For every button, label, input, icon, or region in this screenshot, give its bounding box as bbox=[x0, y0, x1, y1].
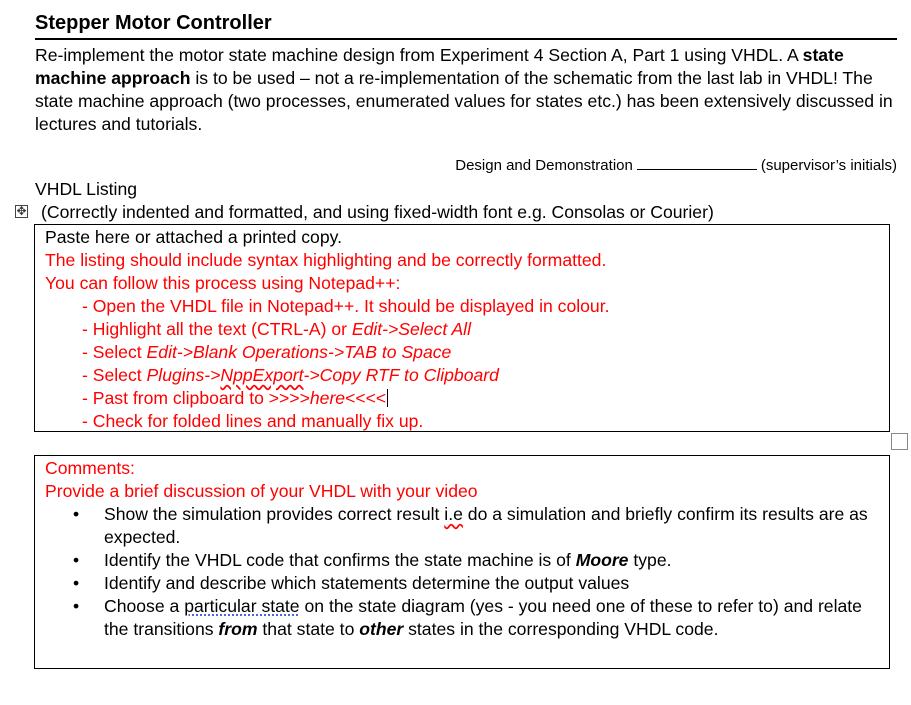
signoff-suffix: (supervisor’s initials) bbox=[760, 157, 897, 174]
comments-subheading: Provide a brief discussion of your VHDL with your video bbox=[45, 481, 478, 501]
signoff-blank bbox=[637, 157, 757, 170]
bullet-icon: • bbox=[73, 504, 80, 524]
title-underline bbox=[35, 38, 897, 40]
comments-box[interactable] bbox=[34, 455, 890, 669]
signoff-label: Design and Demonstration bbox=[455, 157, 633, 174]
intro-paragraph bbox=[35, 44, 897, 136]
b3-text: Identify and describe which statements determine the output values bbox=[104, 573, 630, 593]
listing-line-1: Paste here or attached a printed copy. bbox=[45, 227, 342, 247]
listing-step-4 bbox=[45, 364, 879, 387]
b1-spelling-flag: i.e bbox=[444, 504, 463, 524]
signoff-line bbox=[455, 157, 897, 174]
step3-text: - Select bbox=[82, 342, 147, 362]
step2-menu-path: Edit->Select All bbox=[351, 319, 471, 339]
intro-text-2: is to be used – not a re-implementation of the schematic from the last lab in VHDL! The state machine approach (two processes, enumerated values for states etc.) has been extensively discussed in lectures and tutorials. bbox=[35, 68, 893, 134]
step5-close: <<<< bbox=[345, 388, 387, 408]
step2-text: - Highlight all the text (CTRL-A) or bbox=[82, 319, 352, 339]
resize-handle-icon[interactable] bbox=[891, 433, 908, 450]
page-title: Stepper Motor Controller bbox=[35, 12, 272, 34]
b1-text-end: do a simulation and briefly confirm its results are as expected. bbox=[104, 504, 868, 547]
listing-step-6: - Check for folded lines and manually fix up. bbox=[82, 411, 424, 431]
listing-step-1: - Open the VHDL file in Notepad++. It should be displayed in colour. bbox=[82, 296, 610, 316]
b4-grammar-flag: particular state bbox=[184, 596, 300, 616]
comments-heading: Comments: bbox=[45, 458, 135, 478]
listing-box[interactable] bbox=[34, 224, 890, 432]
list-item bbox=[45, 572, 879, 595]
b4-text-mid: on the state diagram (yes - you need one of these to refer to) and relate the transitions bbox=[104, 596, 862, 639]
list-item bbox=[45, 503, 879, 549]
b4-text-end: states in the corresponding VHDL code. bbox=[403, 619, 719, 639]
listing-line-3: You can follow this process using Notepad++: bbox=[45, 273, 401, 293]
b4-text: Choose a bbox=[104, 596, 185, 616]
step4-menu-c: ->Copy RTF to Clipboard bbox=[303, 365, 499, 385]
b1-text: Show the simulation provides correct result bbox=[104, 504, 445, 524]
b4-from: from bbox=[218, 619, 258, 639]
b2-moore: Moore bbox=[575, 550, 629, 570]
b4-other: other bbox=[359, 619, 404, 639]
listing-step-3 bbox=[45, 341, 879, 364]
step5-text: - Past from clipboard to >>>> bbox=[82, 388, 310, 408]
step4-spelling-flag: NppExport bbox=[220, 365, 304, 385]
b2-text-end: type. bbox=[628, 550, 672, 570]
step5-here: here bbox=[309, 388, 346, 408]
comments-list bbox=[45, 503, 879, 641]
move-arrows-icon[interactable]: ✥ bbox=[16, 204, 27, 218]
listing-step-2 bbox=[45, 318, 879, 341]
listing-step-5 bbox=[45, 387, 879, 410]
b2-text: Identify the VHDL code that confirms the state machine is of bbox=[104, 550, 576, 570]
text-cursor bbox=[387, 389, 388, 407]
intro-text-1: Re-implement the motor state machine design from Experiment 4 Section A, Part 1 using VHDL. A bbox=[35, 45, 803, 65]
list-item bbox=[45, 595, 879, 641]
vhdl-subheading: (Correctly indented and formatted, and using fixed-width font e.g. Consolas or Courier) bbox=[41, 202, 714, 222]
step4-menu-path bbox=[147, 365, 499, 385]
intro-bold: state machine approach bbox=[35, 45, 844, 88]
step4-menu-a: Plugins-> bbox=[146, 365, 221, 385]
bullet-icon: • bbox=[73, 573, 80, 593]
step4-text: - Select bbox=[82, 365, 147, 385]
listing-line-2: The listing should include syntax highlighting and be correctly formatted. bbox=[45, 250, 607, 270]
bullet-icon: • bbox=[73, 596, 80, 616]
b4-text-mid2: that state to bbox=[257, 619, 360, 639]
step3-menu-path: Edit->Blank Operations->TAB to Space bbox=[146, 342, 452, 362]
bullet-icon: • bbox=[73, 550, 80, 570]
list-item bbox=[45, 549, 879, 572]
vhdl-heading: VHDL Listing bbox=[35, 179, 138, 199]
